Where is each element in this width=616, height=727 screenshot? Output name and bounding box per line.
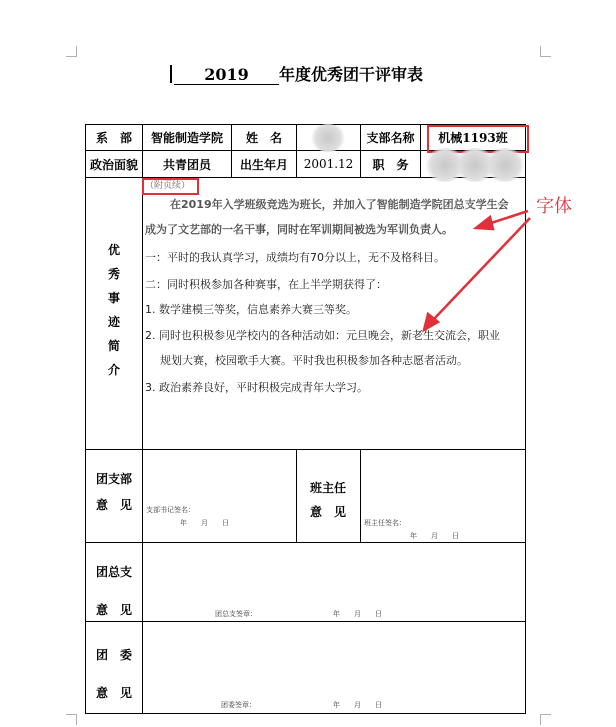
general-opinion-label-2: 意 见 bbox=[95, 603, 132, 617]
deeds-line-6[interactable]: 2. 同时也积极参见学校内的各种活动如：元旦晚会，新老生交流会，职业 bbox=[145, 329, 500, 342]
general-opinion-label-1: 团总支 bbox=[95, 565, 132, 579]
branch-opinion-label-1: 团支部 bbox=[95, 472, 132, 486]
position-label: 职 务 bbox=[372, 157, 409, 172]
deeds-label-char: 优 bbox=[107, 243, 120, 257]
deeds-line-4[interactable]: 二：同时积极参加各种赛事，在上半学期获得了： bbox=[145, 278, 387, 291]
dept-value[interactable]: 智能制造学院 bbox=[150, 131, 223, 145]
deeds-line-8[interactable]: 3. 政治素养良好，平时积极完成青年大学习。 bbox=[145, 381, 368, 394]
politics-label: 政治面貌 bbox=[89, 157, 138, 172]
birth-value[interactable]: 2001.12 bbox=[303, 157, 354, 171]
attachment-note: （附页续） bbox=[145, 181, 191, 191]
deeds-label-char: 秀 bbox=[107, 267, 120, 281]
deeds-line-3[interactable]: 一：平时的我认真学习，成绩均有70分以上，无不及格科目。 bbox=[145, 251, 445, 264]
politics-value[interactable]: 共青团员 bbox=[162, 157, 211, 172]
teacher-opinion-label bbox=[300, 476, 356, 524]
deeds-label-char: 简 bbox=[107, 339, 120, 353]
committee-signature[interactable]: 团委签章： bbox=[221, 701, 256, 709]
name-label: 姓 名 bbox=[245, 131, 282, 145]
branch-label: 支部名称 bbox=[366, 131, 415, 145]
branch-opinion-label bbox=[88, 466, 140, 518]
teacher-opinion-label-1: 班主任 bbox=[309, 481, 346, 495]
committee-opinion-label-1: 团 委 bbox=[95, 648, 132, 662]
deeds-line-1[interactable]: 在2019年入学班级竞选为班长，并加入了智能制造学院团总支学生会 bbox=[170, 198, 509, 211]
dept-label: 系 部 bbox=[95, 131, 132, 145]
teacher-signature[interactable]: 班主任签名： bbox=[364, 519, 406, 527]
deeds-label-char: 介 bbox=[107, 363, 120, 377]
branch-secretary-signature[interactable]: 支部书记签名： bbox=[146, 506, 195, 514]
teacher-opinion-date[interactable]: 年 月 日 bbox=[410, 532, 459, 540]
annotation-label: 字体 bbox=[536, 196, 572, 217]
general-opinion-label bbox=[88, 553, 140, 629]
arrow-line-1 bbox=[488, 211, 528, 224]
deeds-line-2[interactable]: 成为了文艺部的一名干事，同时在军训期间被选为军训负责人。 bbox=[145, 223, 453, 236]
branch-opinion-label-2: 意 见 bbox=[95, 498, 132, 512]
branch-value[interactable]: 机械1193班 bbox=[438, 131, 508, 145]
committee-opinion-date[interactable]: 年 月 日 bbox=[333, 701, 382, 709]
committee-opinion-label bbox=[88, 636, 140, 712]
general-signature[interactable]: 团总支签章： bbox=[215, 610, 257, 618]
arrow-line-2 bbox=[433, 218, 530, 320]
deeds-line-5[interactable]: 1. 数学建模三等奖，信息素养大赛三等奖。 bbox=[145, 303, 357, 316]
branch-opinion-date[interactable]: 年 月 日 bbox=[180, 519, 229, 527]
title-year[interactable]: 2019 bbox=[174, 65, 279, 85]
deeds-label-char: 事 bbox=[107, 291, 120, 305]
deeds-line-7[interactable]: 规划大赛，校园歌手大赛。平时我也积极参加各种志愿者活动。 bbox=[160, 354, 468, 367]
arrow-head-1 bbox=[476, 217, 493, 229]
general-opinion-date[interactable]: 年 月 日 bbox=[333, 610, 382, 618]
committee-opinion-label-2: 意 见 bbox=[95, 686, 132, 700]
deeds-label-char: 迹 bbox=[107, 315, 120, 329]
teacher-opinion-label-2: 意 见 bbox=[309, 505, 346, 519]
title-text: 年度优秀团干评审表 bbox=[279, 65, 424, 84]
birth-label: 出生年月 bbox=[239, 157, 288, 172]
